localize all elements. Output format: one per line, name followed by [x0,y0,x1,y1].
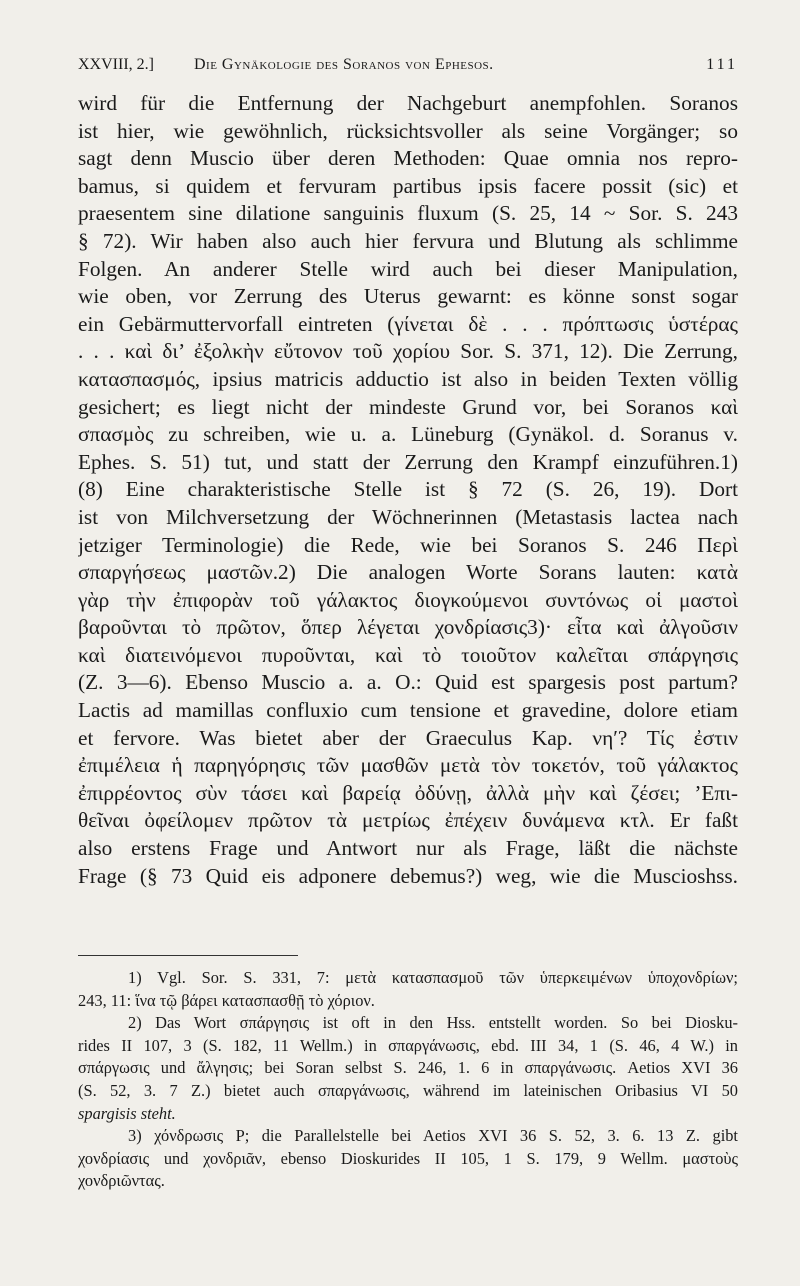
text-line: σπαργήσεως μαστῶν.2) Die analogen Worte Sorans lauten: κατὰ [78,560,738,585]
text-line: ein Gebärmuttervorfall eintreten (γίνεται δὲ . . . πρόπτωσις ὑστέρας [78,311,738,336]
footnotes [78,967,738,1193]
text-line: σπασμὸς zu schreiben, wie u. a. Lüneburg (Gynäkol. d. Soranus v. [78,422,738,447]
header-volume: XXVIII, 2.] [78,56,154,73]
text-line: . . . καὶ δι’ ἐξολκὴν εὔτονον τοῦ χορίου Sor. S. 371, 12). Die Zerrung, [78,339,738,364]
footnote-line: σπάργωσις und ἄλγησις; bei Soran selbst S. 246, 1. 6 in σπαργάνωσις. Aetios XVI 36 [78,1058,738,1078]
text-line: καὶ διατεινόμενοι πυροῦνται, καὶ τὸ τοιοῦτον καλεῖται σπάργησις [78,642,738,667]
main-text [78,90,738,890]
text-line: ἐπιρρέοντος σὺν τάσει καὶ βαρείᾳ ὀδύνῃ, ἀλλὰ μὴν καὶ ζέσει; ’Επι- [78,780,738,805]
text-line: θεῖναι ὀφείλομεν πρῶτον τὰ μετρίως ἐπέχειν δυνάμενα κτλ. Er faßt [78,808,738,833]
text-line: (Z. 3—6). Ebenso Muscio a. a. O.: Quid est spargesis post partum? [78,670,738,695]
footnote-line: 2) Das Wort σπάργησις ist oft in den Hss. entstellt worden. So bei Diosku- [128,1013,738,1033]
text-line: ist hier, wie gewöhnlich, rücksichtsvoller als seine Vorgänger; so [78,118,738,143]
text-line: jetziger Terminologie) die Rede, wie bei Soranos S. 246 Περὶ [78,532,738,557]
text-line: also erstens Frage und Antwort nur als Frage, läßt die nächste [78,836,738,861]
footnote-line: rides II 107, 3 (S. 182, 11 Wellm.) in σπαργάνωσις, ebd. III 34, 1 (S. 46, 4 W.) in [78,1035,738,1055]
footnote-line: spargisis steht. [78,1103,176,1123]
text-line: Frage (§ 73 Quid eis adponere debemus?) weg, wie die Muscioshss. [78,863,738,888]
page-number: 111 [706,56,738,73]
text-line: (8) Eine charakteristische Stelle ist § 72 (S. 26, 19). Dort [78,477,738,502]
text-line: ἐπιμέλεια ἡ παρηγόρησις τῶν μασθῶν μετὰ τὸν τοκετόν, τοῦ γάλακτος [78,753,738,778]
text-line: Folgen. An anderer Stelle wird auch bei dieser Manipulation, [78,256,738,281]
header-title: Die Gynäkologie des Soranos von Ephesos. [194,56,494,73]
text-line: wird für die Entfernung der Nachgeburt anempfohlen. Soranos [78,91,738,115]
footnote-line: 1) Vgl. Sor. S. 331, 7: μετὰ κατασπασμοῦ τῶν ὑπερκειμένων ὑποχονδρίων; [128,968,738,987]
text-line: gesichert; es liegt nicht der mindeste Grund vor, bei Soranos καὶ [78,394,738,419]
text-line: Ephes. S. 51) tut, und statt der Zerrung den Krampf einzuführen.1) [78,449,738,474]
footnote-line: 243, 11: ἵνα τῷ βάρει κατασπασθῇ τὸ χόριον. [78,990,375,1010]
text-line: bamus, si quidem et fervuram partibus ipsis facere possit (sic) et [78,173,738,198]
text-line: κατασπασμός, ipsius matricis adductio ist also in beiden Texten völlig [78,366,738,391]
running-header [78,56,738,78]
text-line: et fervore. Was bietet aber der Graeculus Kap. νη′? Τίς ἐστιν [78,725,738,750]
text-line: sagt denn Muscio über deren Methoden: Quae omnia nos repro- [78,146,738,171]
text-line: ist von Milchversetzung der Wöchnerinnen (Metastasis lactea nach [78,504,738,529]
text-line: Lactis ad mamillas confluxio cum tensione et gravedine, dolore etiam [78,698,738,723]
text-line: γὰρ τὴν ἐπιφορὰν τοῦ γάλακτος διογκούμενοι συντόνως οἱ μαστοὶ [78,587,738,612]
text-line: praesentem sine dilatione sanguinis fluxum (S. 25, 14 ~ Sor. S. 243 [78,201,738,226]
footnote-line: χονδρίασις und χονδριᾶν, ebenso Dioskurides II 105, 1 S. 179, 9 Wellm. μαστοὺς [78,1148,738,1168]
text-line: wie oben, vor Zerrung des Uterus gewarnt: es könne sonst sogar [78,284,738,309]
footnote-line: 3) χόνδρωσις P; die Parallelstelle bei Aetios XVI 36 S. 52, 3. 6. 13 Z. gibt [128,1126,738,1146]
text-line: βαροῦνται τὸ πρῶτον, ὅπερ λέγεται χονδρίασις3)· εἶτα καὶ ἀλγοῦσιν [78,615,738,640]
footnote-divider [78,955,298,956]
footnote-line: (S. 52, 3. 7 Z.) bietet auch σπαργάνωσις, während im lateinischen Oribasius VI 50 [78,1080,738,1100]
text-line: § 72). Wir haben also auch hier fervura und Blutung als schlimme [78,228,738,253]
footnote-line: χονδριῶντας. [78,1171,165,1191]
